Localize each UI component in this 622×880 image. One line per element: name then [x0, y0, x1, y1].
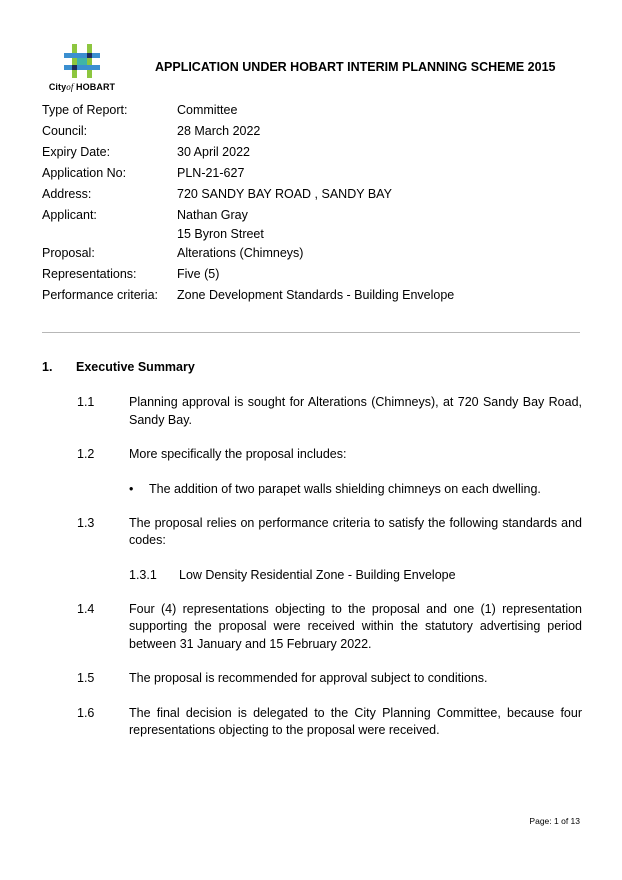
bullet-text: The addition of two parapet walls shielding chimneys on each dwelling.: [149, 481, 541, 496]
list-item: [42, 446, 582, 464]
item-text: The proposal is recommended for approval subject to conditions.: [129, 671, 488, 685]
executive-summary-section: [42, 358, 582, 757]
meta-row-application: [42, 163, 602, 184]
item-text: The proposal relies on performance criteria to satisfy the following standards and codes:: [129, 515, 582, 547]
sub-item-number: 1.3.1: [129, 567, 157, 582]
divider: [42, 332, 580, 333]
meta-label: Type of Report:: [42, 103, 128, 117]
sub-item: [129, 567, 582, 584]
item-number: 1.2: [77, 447, 95, 461]
sub-item-text: Low Density Residential Zone - Building Envelope: [179, 567, 456, 582]
applicant-address: 15 Byron Street: [177, 227, 264, 241]
meta-value: PLN-21-627: [177, 166, 245, 180]
list-item: [42, 705, 582, 740]
meta-row-type: [42, 100, 602, 121]
list-item: [42, 394, 582, 429]
item-number: 1.3: [77, 515, 95, 530]
meta-label: Expiry Date:: [42, 145, 111, 159]
meta-value: 30 April 2022: [177, 145, 250, 159]
meta-row-performance: [42, 285, 602, 306]
list-item: [42, 670, 582, 688]
meta-label: Address:: [42, 187, 92, 201]
applicant-name: Nathan Gray: [177, 208, 248, 222]
meta-label: Performance criteria:: [42, 288, 159, 302]
section-title: Executive Summary: [76, 360, 195, 374]
section-heading: [42, 358, 582, 376]
list-item: [42, 515, 582, 550]
item-text: Planning approval is sought for Alterations (Chimneys), at 720 Sandy Bay Road, Sandy Bay.: [129, 395, 582, 427]
meta-row-council: [42, 121, 602, 142]
meta-row-proposal: [42, 243, 602, 264]
meta-label: Council:: [42, 124, 88, 138]
item-number: 1.4: [77, 601, 95, 616]
city-of-hobart-logo: [44, 44, 120, 96]
item-text: Four (4) representations objecting to the proposal and one (1) representation supporting the proposal were received within the statutory advertising period between 31 January and 15 February 2022.: [129, 601, 582, 651]
bullet-item: [129, 481, 582, 498]
list-item: [42, 601, 582, 654]
page-title: APPLICATION UNDER HOBART INTERIM PLANNING SCHEME 2015: [155, 60, 556, 74]
meta-row-applicant: [42, 205, 602, 243]
meta-label: Proposal:: [42, 246, 95, 260]
meta-row-expiry: [42, 142, 602, 163]
meta-value: Alterations (Chimneys): [177, 246, 304, 260]
meta-value: [177, 205, 602, 243]
meta-value: 28 March 2022: [177, 124, 261, 138]
item-number: 1.6: [77, 705, 95, 720]
meta-label: Representations:: [42, 267, 137, 281]
item-text: The final decision is delegated to the City Planning Committee, because four representations objecting to the proposal were received.: [129, 705, 582, 737]
page-number: Page: 1 of 13: [529, 816, 580, 826]
item-number: 1.1: [77, 395, 95, 409]
meta-label: Application No:: [42, 166, 127, 180]
meta-value: 720 SANDY BAY ROAD , SANDY BAY: [177, 187, 392, 201]
meta-row-representations: [42, 264, 602, 285]
meta-label: Applicant:: [42, 208, 97, 222]
hobart-logo-icon: [64, 44, 100, 80]
report-metadata: [42, 100, 602, 306]
meta-value: Five (5): [177, 267, 220, 281]
logo-text: Cityof HOBART: [48, 82, 116, 92]
meta-value: Zone Development Standards - Building Envelope: [177, 288, 455, 302]
meta-value: Committee: [177, 103, 238, 117]
bullet-icon: •: [129, 481, 134, 496]
item-number: 1.5: [77, 671, 95, 685]
meta-row-address: [42, 184, 602, 205]
item-text: More specifically the proposal includes:: [129, 447, 347, 461]
section-number: 1.: [42, 360, 53, 374]
